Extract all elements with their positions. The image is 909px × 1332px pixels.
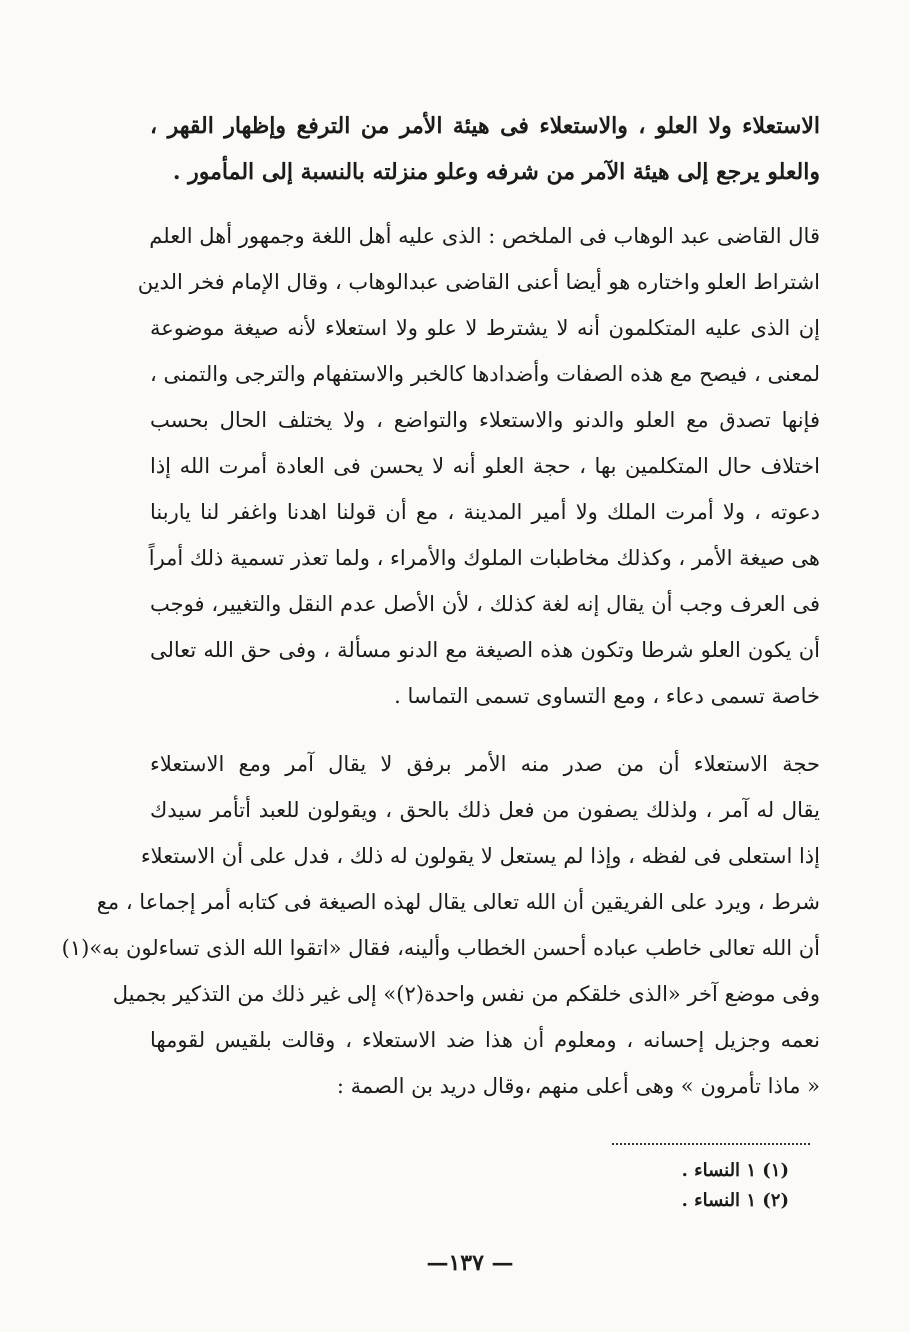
paragraph-istila — [61, 741, 820, 1109]
footnote-2: (٢) ١ النساء . — [681, 1190, 789, 1211]
text-line: أن يكون العلو شرطا وتكون هذه الصيغة مع الدنو مسألة ، وفى حق الله تعالى — [150, 638, 820, 662]
page-number: — ١٣٧— — [426, 1250, 514, 1276]
text-line: اشتراط العلو واختاره هو أيضا أعنى القاضى عبدالوهاب ، وقال الإمام فخر الدين — [137, 270, 820, 294]
text-line: فى العرف وجب أن يقال إنه لغة كذلك ، لأن الأصل عدم النقل والتغيير، فوجب — [150, 592, 820, 616]
footnote-1: (١) ١ النساء . — [681, 1160, 789, 1181]
text-line: اختلاف حال المتكلمين بها ، حجة العلو أنه لا يحسن فى العادة أمرت الله إذا — [150, 454, 820, 478]
text-line: إذا استعلى فى لفظه ، وإذا لم يستعل لا يقولون له ذلك ، فدل على أن الاستعلاء — [140, 844, 820, 868]
text-line: وفى موضع آخر «الذى خلقكم من نفس واحدة(٢)» إلى غير ذلك من التذكير بجميل — [112, 982, 820, 1006]
text-line: حجة الاستعلاء أن من صدر منه الأمر برفق لا يقال آمر ومع الاستعلاء — [150, 752, 820, 776]
text-line: والعلو يرجع إلى هيئة الآمر من شرفه وعلو منزلته بالنسبة إلى المأمور . — [172, 159, 820, 185]
text-line: يقال له آمر ، ولذلك يصفون من فعل ذلك بالحق ، ويقولون للعبد أتأمر سيدك — [150, 798, 820, 822]
text-line: « ماذا تأمرون » وهى أعلى منهم ،وقال دريد بن الصمة : — [336, 1074, 820, 1098]
text-line: دعوته ، ولا أمرت الملك ولا أمير المدينة ، مع أن قولنا اهدنا واغفر لنا ياربنا — [150, 500, 820, 524]
footnote-divider — [612, 1143, 810, 1145]
text-line: فإنها تصدق مع العلو والدنو والاستعلاء والتواضع ، ولا يختلف الحال بحسب — [150, 408, 820, 432]
text-line: خاصة تسمى دعاء ، ومع التساوى تسمى التماسا . — [394, 684, 820, 708]
text-line: شرط ، ويرد على الفريقين أن الله تعالى يقال لهذه الصيغة فى كتابه أمر إجماعا ، مع — [96, 890, 820, 914]
text-line: لمعنى ، فيصح مع هذه الصفات وأضدادها كالخبر والاستفهام والترجى والتمنى ، — [150, 362, 820, 386]
text-line: أن الله تعالى خاطب عباده أحسن الخطاب وألينه، فقال «اتقوا الله الذى تساءلون به»(١) — [61, 936, 820, 960]
paragraph-qadi — [137, 213, 820, 719]
text-line: قال القاضى عبد الوهاب فى الملخص : الذى عليه أهل اللغة وجمهور أهل العلم — [149, 224, 820, 248]
text-line: الاستعلاء ولا العلو ، والاستعلاء فى هيئة الأمر من الترفع وإظهار القهر ، — [150, 113, 820, 139]
text-line: نعمه وجزيل إحسانه ، ومعلوم أن هذا ضد الاستعلاء ، وقالت بلقيس لقومها — [150, 1028, 820, 1052]
paragraph-intro — [150, 103, 820, 195]
text-line: هى صيغة الأمر ، وكذلك مخاطبات الملوك والأمراء ، ولما تعذر تسمية ذلك أمراً — [148, 546, 820, 570]
text-line: إن الذى عليه المتكلمون أنه لا يشترط لا علو ولا استعلاء لأنه صيغة موضوعة — [150, 316, 820, 340]
